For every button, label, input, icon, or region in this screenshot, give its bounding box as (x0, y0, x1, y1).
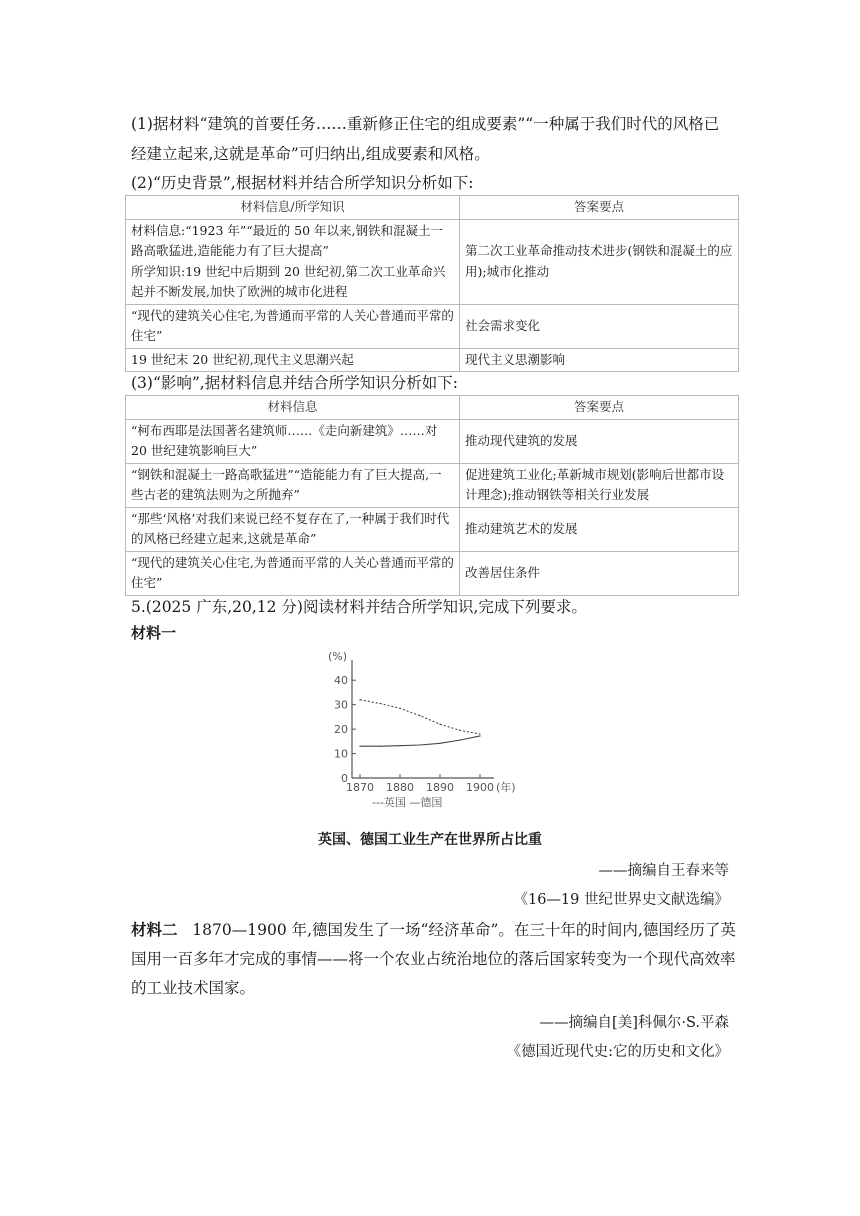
y-tick-label: 40 (334, 674, 348, 688)
table-cell: 材料信息:“1923 年”“最近的 50 年以来,钢铁和混凝土一路高歌猛进,造能能力有了巨大提高” 所学知识:19 世纪中后期到 20 世纪初,第二次工业革命兴起并不断发展,加快了欧洲的城市化进程 (126, 219, 460, 304)
table-cell: 推动现代建筑的发展 (460, 419, 739, 463)
table-cell: “现代的建筑关心住宅,为普通而平常的人关心普通而平常的住宅” (126, 304, 460, 348)
table-row (126, 551, 739, 595)
table-cell: 促进建筑工业化;革新城市规划(影响后世都市设计理念);推动钢铁等相关行业发展 (460, 463, 739, 507)
source-1-book: 《16—19 世纪世界史文献选编》 (513, 892, 729, 908)
data-point-德国 (419, 744, 420, 745)
chart-legend: ---英国 —德国 (372, 796, 443, 809)
table-header-row (126, 396, 739, 420)
x-tick-label: 1890 (426, 781, 454, 794)
table-row (126, 463, 739, 507)
material-2 (131, 916, 741, 1003)
data-point-英国 (399, 708, 400, 709)
paragraph-analysis-3: (3)“影响”,据材料信息并结合所学知识分析如下: (131, 374, 458, 392)
paragraph-analysis-2: (2)“历史背景”,根据材料并结合所学知识分析如下: (131, 174, 474, 192)
series-line-英国 (360, 700, 480, 734)
source-1-author: ——摘编自王春来等 (598, 863, 729, 879)
y-tick-label: 0 (341, 772, 348, 785)
data-point-英国 (439, 724, 440, 725)
table-cell: 社会需求变化 (460, 304, 739, 348)
table-row (126, 419, 739, 463)
table-cell: 第二次工业革命推动技术进步(钢铁和混凝土的应用);城市化推动 (460, 219, 739, 304)
x-tick-label: 1870 (346, 781, 374, 794)
data-point-英国 (359, 699, 360, 700)
table-cell: “柯布西耶是法国著名建筑师……《走向新建筑》……对 20 世纪建筑影响巨大” (126, 419, 460, 463)
paragraph-analysis-1: (1)据材料“建筑的首要任务……重新修正住宅的组成要素”“一种属于我们时代的风格已经建立起来,这就是革命”可归纳出,组成要素和风格。 (131, 115, 720, 163)
data-point-德国 (439, 743, 440, 744)
table-header-cell: 材料信息 (126, 396, 460, 420)
x-tick-label: 1900 (466, 781, 494, 794)
table-cell: “钢铁和混凝土一路高歌猛进”“造能能力有了巨大提高,一些古老的建筑法则为之所抛弃” (126, 463, 460, 507)
y-tick-label: 10 (334, 747, 348, 761)
table-cell: 推动建筑艺术的发展 (460, 507, 739, 551)
material-1-label: 材料一 (131, 624, 177, 642)
y-tick-label: 30 (334, 698, 348, 712)
table-header-cell: 答案要点 (460, 196, 739, 220)
source-2-author: ——摘编自[美]科佩尔·S.平森 (539, 1015, 729, 1031)
data-point-德国 (479, 735, 480, 736)
table-influence (125, 395, 739, 596)
data-point-英国 (419, 715, 420, 716)
data-point-德国 (399, 745, 400, 746)
table-row (126, 219, 739, 304)
data-point-英国 (379, 703, 380, 704)
table-header-row (126, 196, 739, 220)
x-tick-label: 1880 (386, 781, 414, 794)
table-cell: “那些‘风格’对我们来说已经不复存在了,一种属于我们时代的风格已经建立起来,这就是革命” (126, 507, 460, 551)
table-cell: 现代主义思潮影响 (460, 348, 739, 372)
source-2-book: 《德国近现代史:它的历史和文化》 (506, 1044, 729, 1060)
data-point-德国 (459, 740, 460, 741)
chart-caption: 英国、德国工业生产在世界所占比重 (318, 832, 542, 848)
data-point-德国 (359, 746, 360, 747)
data-point-英国 (459, 730, 460, 731)
material-2-label: 材料二 (131, 921, 178, 939)
data-point-德国 (379, 746, 380, 747)
table-cell: “现代的建筑关心住宅,为普通而平常的人关心普通而平常的住宅” (126, 551, 460, 595)
industrial-share-line-chart (316, 646, 546, 816)
x-axis-label: (年) (496, 781, 516, 794)
question-5: 5.(2025 广东,20,12 分)阅读材料并结合所学知识,完成下列要求。 (131, 598, 587, 616)
table-row (126, 304, 739, 348)
data-point-英国 (479, 733, 480, 734)
table-header-cell: 答案要点 (460, 396, 739, 420)
table-cell: 19 世纪末 20 世纪初,现代主义思潮兴起 (126, 348, 460, 372)
table-historical-background (125, 195, 739, 372)
table-cell: 改善居住条件 (460, 551, 739, 595)
table-row (126, 507, 739, 551)
table-header-cell: 材料信息/所学知识 (126, 196, 460, 220)
material-2-text: 1870—1900 年,德国发生了一场“经济革命”。在三十年的时间内,德国经历了英国用一百多年才完成的事情——将一个农业占统治地位的落后国家转变为一个现代高效率的工业技术国家。 (131, 921, 736, 997)
y-axis-label: (%) (328, 650, 348, 663)
y-tick-label: 20 (334, 723, 348, 737)
